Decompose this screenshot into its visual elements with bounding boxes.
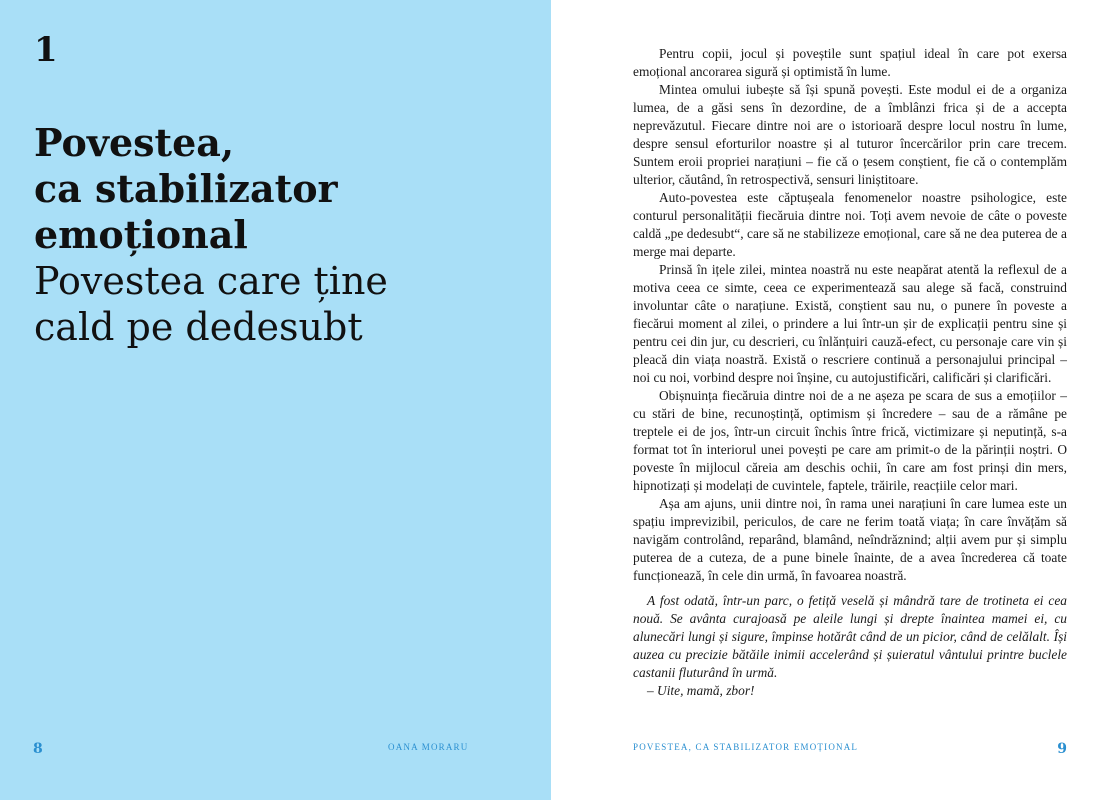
page-number-left: 8	[33, 741, 43, 757]
body-paragraph: Pentru copii, jocul și poveștile sunt spațiul ideal în care pot exersa emoțional ancorarea sigură și optimistă în lume.	[633, 46, 1067, 79]
body-paragraph: Obișnuința fiecăruia dintre noi de a ne așeza pe scara de sus a emoțiilor – cu stări de bine, recunoștință, optimism și încredere – sau de a rămâne pe treptele ei de jos, într-un circuit închis între frică, victimizare și neputință, s-a format tot în interiorul unei povești pe care am primit-o de la părinții noștri. O poveste în mijlocul căreia am deschis ochii, în care am fost prinși din mers, hipnotizați și modelați de cuvintele, faptele, trăirile, reacțiile celor mari.	[633, 388, 1067, 493]
body-paragraph: Prinsă în ițele zilei, mintea noastră nu este neapărat atentă la reflexul de a motiva ceea ce simte, ceea ce experimentează sau alege să facă, construind involuntar câte o narațiune. Există, conștient sau nu, o punere în poveste a fiecărui moment al zilei, o prindere a lui într-un șir de explicații pentru sine și pentru cei din jur, cu descrieri, cu înlănțuiri cauză-efect, cu personaje care vin și pleacă din viața noastră. Există o rescriere continuă a personajului principal – noi cu noi, vorbind despre noi înșine, cu autojustificări, calificări și clarificări.	[633, 262, 1067, 385]
chapter-title-bold-line: ca stabilizator	[34, 166, 338, 211]
story-dialogue: – Uite, mamă, zbor!	[647, 683, 755, 698]
body-paragraph: Așa am ajuns, unii dintre noi, în rama unei narațiuni în care lumea este un spațiu imprevizibil, periculos, de care ne ferim toată viața; în care învățăm să navigăm controlând, reparând, blamând, neîndrăznind; alții avem pur și simplu puterea de a cuteza, de a pune binele înainte, de a avea încrederea că toate funcționează, în cele din urmă, în favoarea noastră.	[633, 496, 1067, 583]
page-number-right: 9	[1057, 741, 1067, 757]
chapter-subtitle-line: cald pe dedesubt	[34, 305, 363, 349]
running-head-author: OANA MORARU	[388, 742, 469, 752]
chapter-title	[34, 120, 534, 350]
body-paragraph: Mintea omului iubește să își spună povești. Este modul ei de a organiza lumea, de a găsi sens în dezordine, de a îmblânzi frica și de a accepta neprevăzutul. Fiecare dintre noi are o istorioară despre locul nostru în lume, despre sensul eforturilor noastre și al tuturor încercărilor prin care trecem. Suntem eroii propriei narațiuni – fie că o țesem conștient, fie că o contemplăm ulterior, căutând, în retrospectivă, sensuri liniștitoare.	[633, 82, 1067, 187]
chapter-subtitle-line: Povestea care ține	[34, 259, 388, 303]
right-page	[551, 0, 1100, 800]
story-paragraph: A fost odată, într-un parc, o fetiță veselă și mândră tare de trotineta ei cea nouă. Se avânta curajoasă pe aleile lungi și drepte înaintea mamei ei, cu alunecări lungi și sigure, împinse hotărât când de un picior, când de celălalt. Își auzea cu precizie bătăile inimii accelerând și șuieratul vântului printre buclele castanii fluturând în urmă.	[633, 593, 1067, 680]
body-paragraph: Auto-povestea este căptușeala fenomenelor noastre psihologice, este conturul personalității fiecăruia dintre noi. Toți avem nevoie de câte o poveste caldă „pe dedesubt“, care să ne stabilizeze emoțional, care să ne dea puterea de a merge mai departe.	[633, 190, 1067, 259]
chapter-number: 1	[34, 30, 58, 70]
chapter-title-bold-line: emoțional	[34, 212, 248, 257]
chapter-title-bold-line: Povestea,	[34, 120, 235, 165]
running-head-chapter: POVESTEA, CA STABILIZATOR EMOȚIONAL	[633, 742, 859, 752]
story-excerpt	[633, 592, 1067, 700]
body-text	[633, 45, 1067, 585]
